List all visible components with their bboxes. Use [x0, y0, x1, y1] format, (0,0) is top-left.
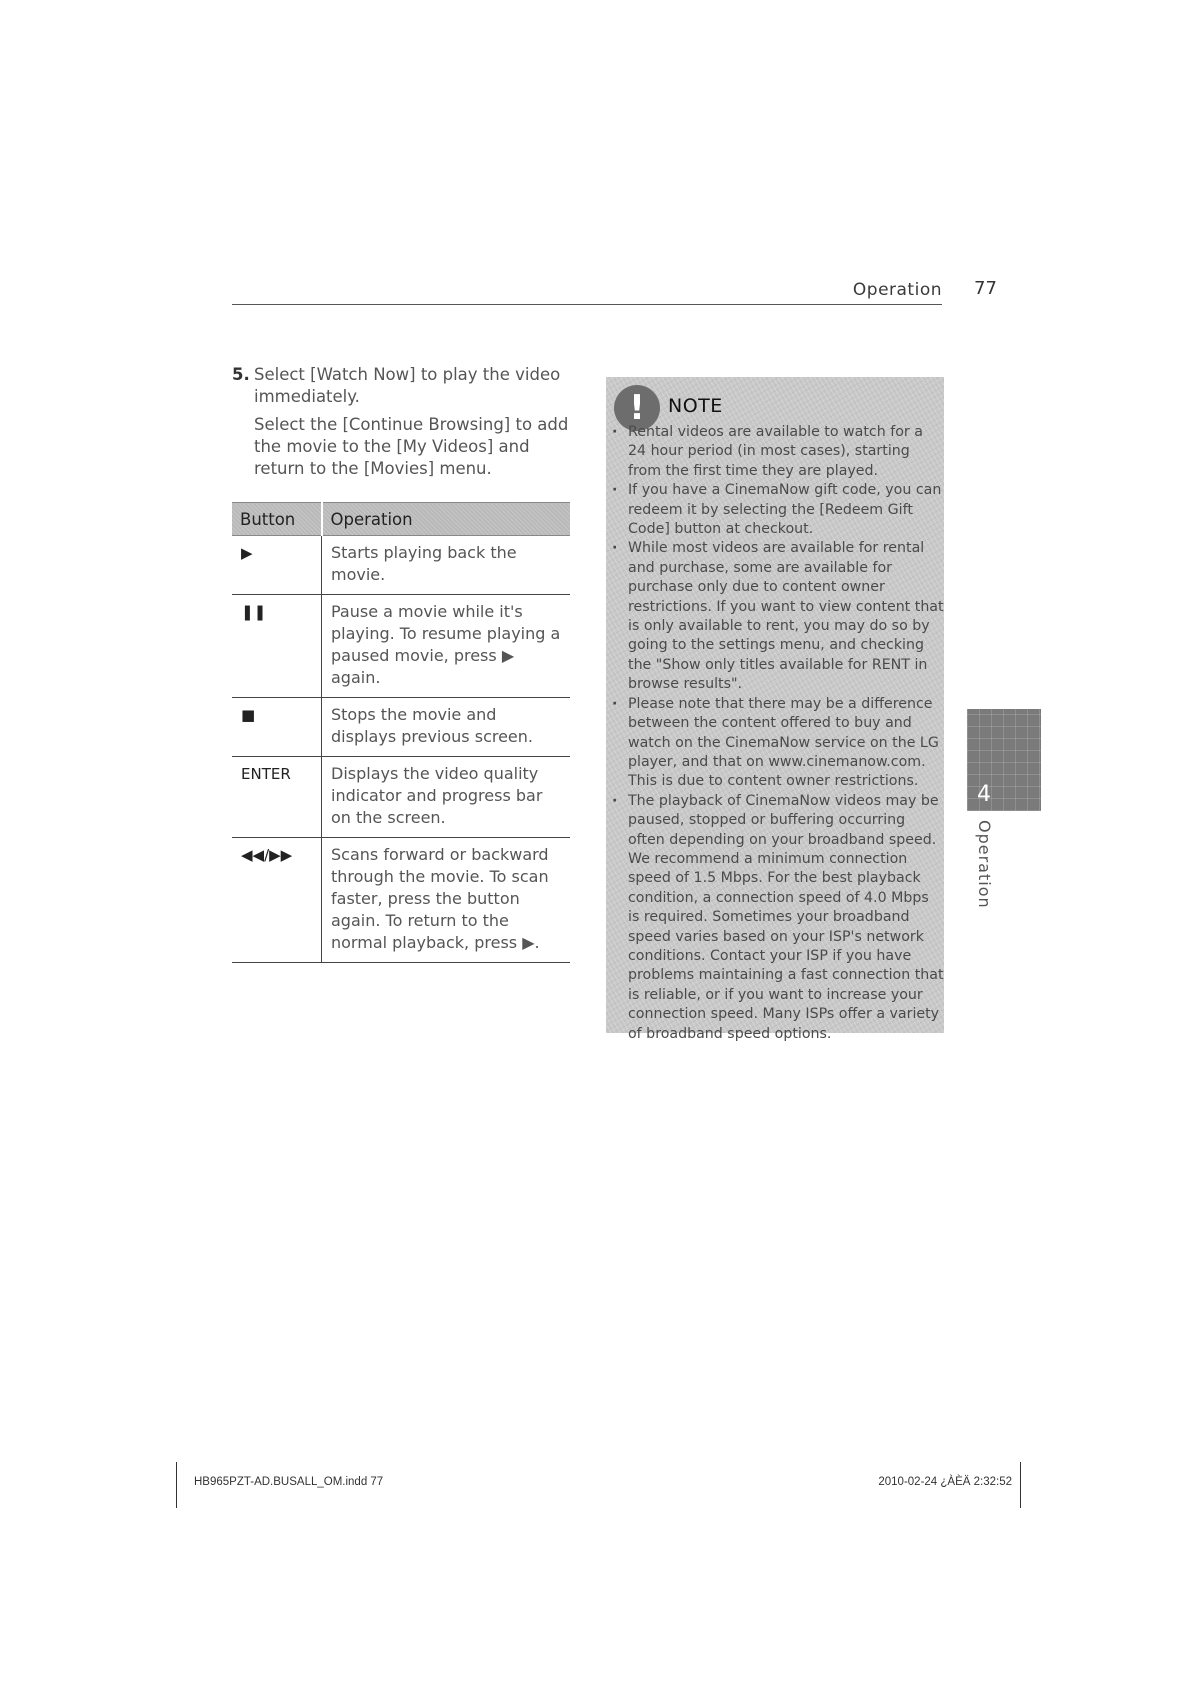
list-item: · While most videos are available for rental and purchase, some are available for purchase only due to content owner restrictions. If you want to view content that is only available to rent, you may do so by going to the settings menu, and checking the "Show only titles available for RENT in browse results". [606, 539, 944, 694]
chapter-number: 4 [977, 782, 991, 807]
list-item: · Please note that there may be a difference between the content offered to buy and watch on the CinemaNow service on the LG player, and that on www.cinemanow.com. This is due to content owner restrictions. [606, 695, 944, 792]
scan-button-symbol: ◀◀/▶▶ [232, 838, 322, 963]
list-item: · Rental videos are available to watch for a 24 hour period (in most cases), starting from the first time they are played. [606, 423, 944, 481]
operation-text: Displays the video quality indicator and progress bar on the screen. [322, 757, 571, 838]
footer-rule-left [176, 1462, 177, 1508]
table-row [232, 698, 570, 757]
note-title: NOTE [668, 395, 723, 417]
step-5 [232, 364, 572, 486]
exclamation-icon: ! [614, 385, 660, 431]
stop-button-symbol: ■ [232, 698, 322, 757]
list-item: · The playback of CinemaNow videos may be paused, stopped or buffering occurring often depending on your broadband speed. We recommend a minimum connection speed of 1.5 Mbps. For the best playback condition, a connection speed of 4.0 Mbps is required. Sometimes your broadband speed varies based on your ISP's network conditions. Contact your ISP if you have problems maintaining a fast connection that is reliable, or if you want to increase your connection speed. Many ISPs offer a variety of broadband speed options. [606, 792, 944, 1044]
step-line-2: Select the [Continue Browsing] to add the movie to the [My Videos] and return to the [Movies] menu. [254, 415, 569, 478]
page-header [232, 276, 997, 305]
chapter-label: Operation [975, 820, 994, 909]
table-header-row [232, 503, 570, 536]
footer-rule-right [1020, 1462, 1021, 1508]
operation-text: Stops the movie and displays previous screen. [322, 698, 571, 757]
table-row [232, 838, 570, 963]
list-item: · If you have a CinemaNow gift code, you can redeem it by selecting the [Redeem Gift Code] button at checkout. [606, 481, 944, 539]
pause-button-symbol: ❚❚ [232, 595, 322, 698]
chapter-tab [967, 709, 1041, 811]
note-box [606, 377, 944, 1042]
table-row [232, 536, 570, 595]
operation-text: Starts playing back the movie. [322, 536, 571, 595]
operation-text: Pause a movie while it's playing. To resume playing a paused movie, press ▶ again. [322, 595, 571, 698]
footer-timestamp: 2010-02-24 ¿ÀÈÄ 2:32:52 [878, 1476, 1012, 1488]
operation-text: Scans forward or backward through the movie. To scan faster, press the button again. To return to the normal playback, press ▶. [322, 838, 571, 963]
page-number: 77 [974, 278, 997, 299]
button-operation-table [232, 502, 570, 963]
footer-file-info: HB965PZT-AD.BUSALL_OM.indd 77 [194, 1476, 384, 1488]
enter-button-symbol: ENTER [232, 757, 322, 838]
header-operation: Operation [322, 503, 571, 536]
header-button: Button [232, 503, 322, 536]
table-row [232, 757, 570, 838]
table-row [232, 595, 570, 698]
step-line-1: Select [Watch Now] to play the video immediately. [254, 365, 561, 406]
header-section-title: Operation [852, 280, 942, 300]
note-list [606, 423, 944, 1044]
step-number: 5. [232, 365, 250, 384]
play-button-symbol: ▶ [232, 536, 322, 595]
